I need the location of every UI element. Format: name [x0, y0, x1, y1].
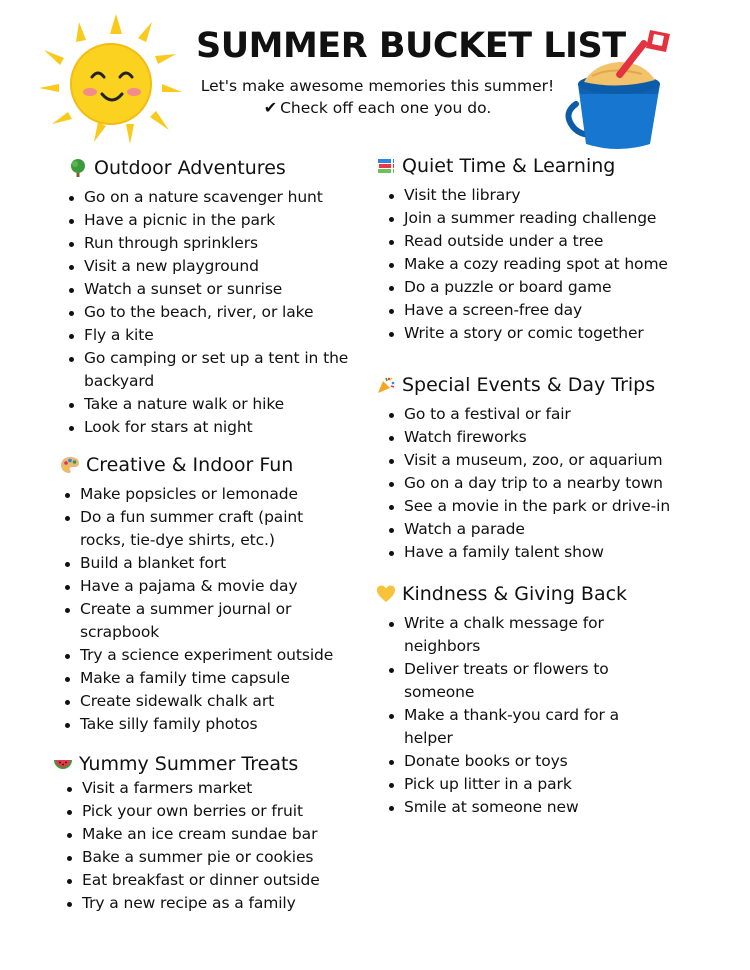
list-item: Read outside under a tree — [384, 230, 716, 253]
list-item: Eat breakfast or dinner outside — [62, 869, 343, 892]
checklist — [384, 184, 716, 345]
party-popper-icon — [376, 375, 396, 395]
list-item: Visit a farmers market — [62, 777, 343, 800]
list-item: Run through sprinklers — [64, 232, 358, 255]
list-item: Take a nature walk or hike — [64, 393, 358, 416]
sand-bucket-with-shovel-icon — [562, 28, 684, 156]
section-title: Creative & Indoor Fun — [86, 454, 294, 476]
page-title: SUMMER BUCKET LIST — [196, 26, 626, 66]
books-icon — [376, 156, 396, 176]
list-item: Create a summer journal or scrapbook — [60, 598, 350, 644]
watermelon-icon — [53, 754, 73, 774]
list-item: Make a family time capsule — [60, 667, 350, 690]
checkmark-icon: ✔ — [263, 98, 278, 117]
section-heading — [68, 155, 358, 181]
list-item: Try a science experiment outside — [60, 644, 350, 667]
checklist — [62, 777, 343, 915]
section-title: Yummy Summer Treats — [79, 753, 299, 775]
section-creative-indoor-fun — [60, 452, 350, 736]
section-title: Quiet Time & Learning — [402, 155, 616, 177]
list-item: Have a family talent show — [384, 541, 716, 564]
list-item: Visit the library — [384, 184, 716, 207]
list-item: Join a summer reading challenge — [384, 207, 716, 230]
list-item: Pick up litter in a park — [384, 773, 644, 796]
list-item: Visit a museum, zoo, or aquarium — [384, 449, 716, 472]
checklist — [384, 403, 716, 564]
checklist — [60, 483, 350, 736]
list-item: Bake a summer pie or cookies — [62, 846, 343, 869]
section-title: Kindness & Giving Back — [402, 583, 628, 605]
page-subtitle — [150, 75, 605, 119]
list-item: Donate books or toys — [384, 750, 644, 773]
section-kindness-giving-back — [376, 581, 676, 819]
list-item: Have a screen-free day — [384, 299, 716, 322]
list-item: Do a puzzle or board game — [384, 276, 716, 299]
list-item: Go on a day trip to a nearby town — [384, 472, 716, 495]
paint-palette-icon — [60, 455, 80, 475]
subtitle-line-2-text: Check off each one you do. — [280, 99, 492, 117]
list-item: Fly a kite — [64, 324, 358, 347]
list-item: Go camping or set up a tent in the backyard — [64, 347, 358, 393]
checklist — [64, 186, 358, 439]
section-title: Outdoor Adventures — [94, 157, 286, 179]
list-item: Deliver treats or flowers to someone — [384, 658, 644, 704]
section-heading — [53, 751, 343, 777]
list-item: Write a story or comic together — [384, 322, 716, 345]
section-quiet-time-learning — [376, 153, 716, 345]
list-item: Do a fun summer craft (paint rocks, tie-dye shirts, etc.) — [60, 506, 350, 552]
list-item: Visit a new playground — [64, 255, 358, 278]
list-item: Have a picnic in the park — [64, 209, 358, 232]
list-item: Have a pajama & movie day — [60, 575, 350, 598]
list-item: Watch a sunset or sunrise — [64, 278, 358, 301]
list-item: Go to a festival or fair — [384, 403, 716, 426]
list-item: Make popsicles or lemonade — [60, 483, 350, 506]
tree-icon — [68, 158, 88, 178]
section-yummy-summer-treats — [53, 751, 343, 915]
yellow-heart-icon — [376, 584, 396, 604]
section-heading — [60, 452, 350, 478]
checklist — [384, 612, 644, 819]
section-title: Special Events & Day Trips — [402, 374, 656, 396]
list-item: Take silly family photos — [60, 713, 350, 736]
subtitle-line-1: Let's make awesome memories this summer! — [200, 77, 555, 95]
subtitle-line-2 — [150, 97, 605, 119]
section-heading — [376, 153, 716, 179]
list-item: Pick your own berries or fruit — [62, 800, 343, 823]
list-item: Build a blanket fort — [60, 552, 350, 575]
list-item: Write a chalk message for neighbors — [384, 612, 644, 658]
list-item: Go on a nature scavenger hunt — [64, 186, 358, 209]
section-heading — [376, 372, 716, 398]
section-heading — [376, 581, 676, 607]
list-item: Watch fireworks — [384, 426, 716, 449]
list-item: See a movie in the park or drive-in — [384, 495, 716, 518]
list-item: Make a thank-you card for a helper — [384, 704, 644, 750]
section-special-events-day-trips — [376, 372, 716, 564]
section-outdoor-adventures — [68, 155, 358, 439]
list-item: Look for stars at night — [64, 416, 358, 439]
list-item: Make a cozy reading spot at home — [384, 253, 716, 276]
list-item: Create sidewalk chalk art — [60, 690, 350, 713]
list-item: Watch a parade — [384, 518, 716, 541]
list-item: Try a new recipe as a family — [62, 892, 343, 915]
list-item: Go to the beach, river, or lake — [64, 301, 358, 324]
list-item: Smile at someone new — [384, 796, 644, 819]
list-item: Make an ice cream sundae bar — [62, 823, 343, 846]
